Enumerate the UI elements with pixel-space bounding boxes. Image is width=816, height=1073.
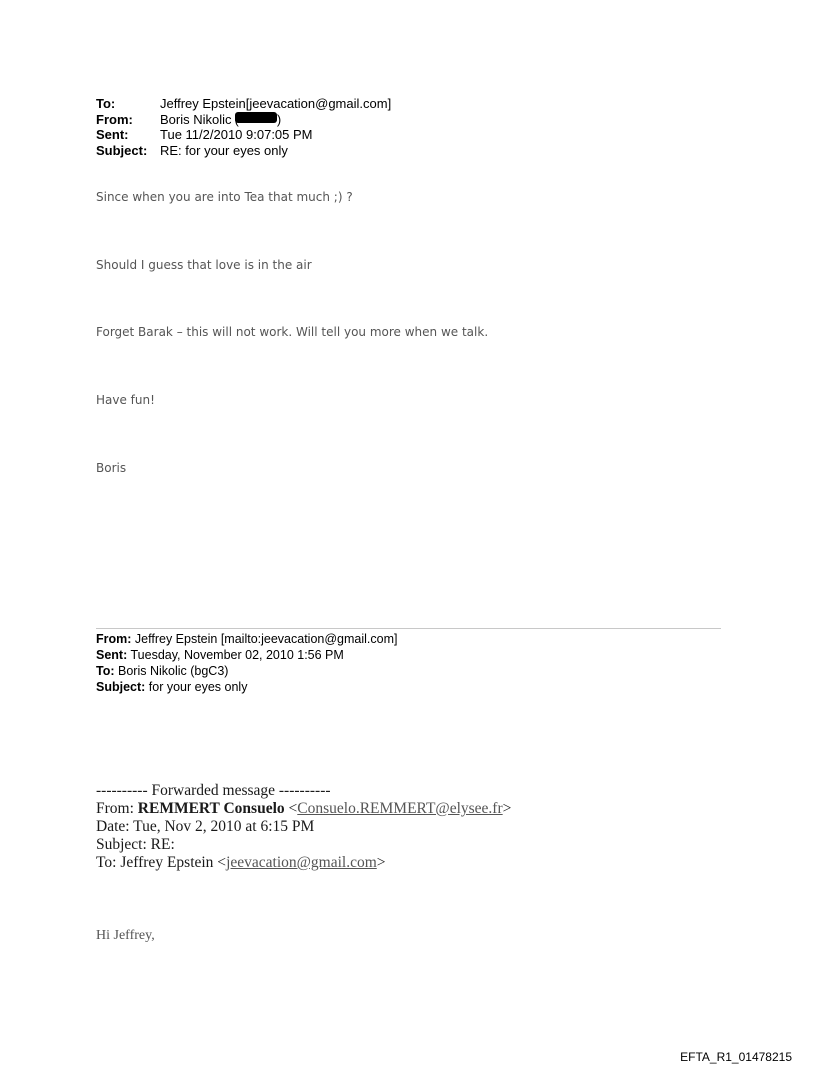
header-sent-label: Sent: <box>96 127 129 142</box>
header-to-row <box>96 96 391 112</box>
orig-sent-row <box>96 647 397 663</box>
forwarded-from-row <box>96 800 511 818</box>
forwarded-from-name: REMMERT Consuelo <box>137 800 285 817</box>
body-paragraph-3: Forget Barak – this will not work. Will tell you more when we talk. <box>96 325 489 339</box>
orig-sent-label: Sent: <box>96 648 128 662</box>
forwarded-to-gt: > <box>376 854 386 871</box>
forwarded-to-prefix: To: Jeffrey Epstein < <box>96 854 227 871</box>
orig-to-label: To: <box>96 664 115 678</box>
original-message-header <box>96 631 397 695</box>
forwarded-message <box>96 782 511 872</box>
forwarded-date-row: Date: Tue, Nov 2, 2010 at 6:15 PM <box>96 818 315 835</box>
redaction-mark <box>235 112 277 123</box>
signature: Boris <box>96 461 127 475</box>
header-subject-label: Subject: <box>96 142 148 158</box>
forwarded-greeting: Hi Jeffrey, <box>96 928 155 943</box>
orig-to-value: Boris Nikolic (bgC3) <box>118 664 229 678</box>
forwarded-subject-row: Subject: RE: <box>96 836 175 853</box>
orig-subject-row <box>96 679 397 695</box>
header-from-name: Boris Nikolic <box>160 111 232 127</box>
header-from-close: ) <box>276 111 282 127</box>
forwarded-to-email-link[interactable]: jeevacation@gmail.com <box>226 854 377 871</box>
forwarded-to-row <box>96 854 511 872</box>
document-id: EFTA_R1_01478215 <box>680 1050 792 1064</box>
orig-from-row <box>96 631 397 647</box>
forwarded-from-email-link[interactable]: Consuelo.REMMERT@elysee.fr <box>297 800 503 817</box>
forwarded-from-lt: < <box>284 800 298 817</box>
body-paragraph-4: Have fun! <box>96 393 155 407</box>
forwarded-from-gt: > <box>502 800 512 817</box>
header-subject-row <box>96 143 391 159</box>
header-to-label: To: <box>96 96 116 111</box>
header-sent-value: Tue 11/2/2010 9:07:05 PM <box>160 127 313 142</box>
orig-sent-value: Tuesday, November 02, 2010 1:56 PM <box>130 648 344 662</box>
header-subject-value: RE: for your eyes only <box>160 142 288 158</box>
orig-from-label: From: <box>96 632 132 646</box>
header-from-row <box>96 112 391 128</box>
body-paragraph-2: Should I guess that love is in the air <box>96 258 312 272</box>
reply-divider <box>96 628 721 629</box>
orig-from-value: Jeffrey Epstein [mailto:jeevacation@gmail.com] <box>134 632 398 646</box>
forwarded-from-prefix: From: <box>96 800 138 817</box>
email-header <box>96 96 391 158</box>
header-from-label: From: <box>96 111 133 127</box>
header-sent-row <box>96 127 391 143</box>
forwarded-banner: ---------- Forwarded message ---------- <box>96 782 331 799</box>
orig-subject-value: for your eyes only <box>148 680 248 694</box>
body-paragraph-1: Since when you are into Tea that much ;) ? <box>96 190 353 204</box>
orig-subject-label: Subject: <box>96 680 146 694</box>
orig-to-row <box>96 663 397 679</box>
header-to-value: Jeffrey Epstein[jeevacation@gmail.com] <box>160 96 392 111</box>
